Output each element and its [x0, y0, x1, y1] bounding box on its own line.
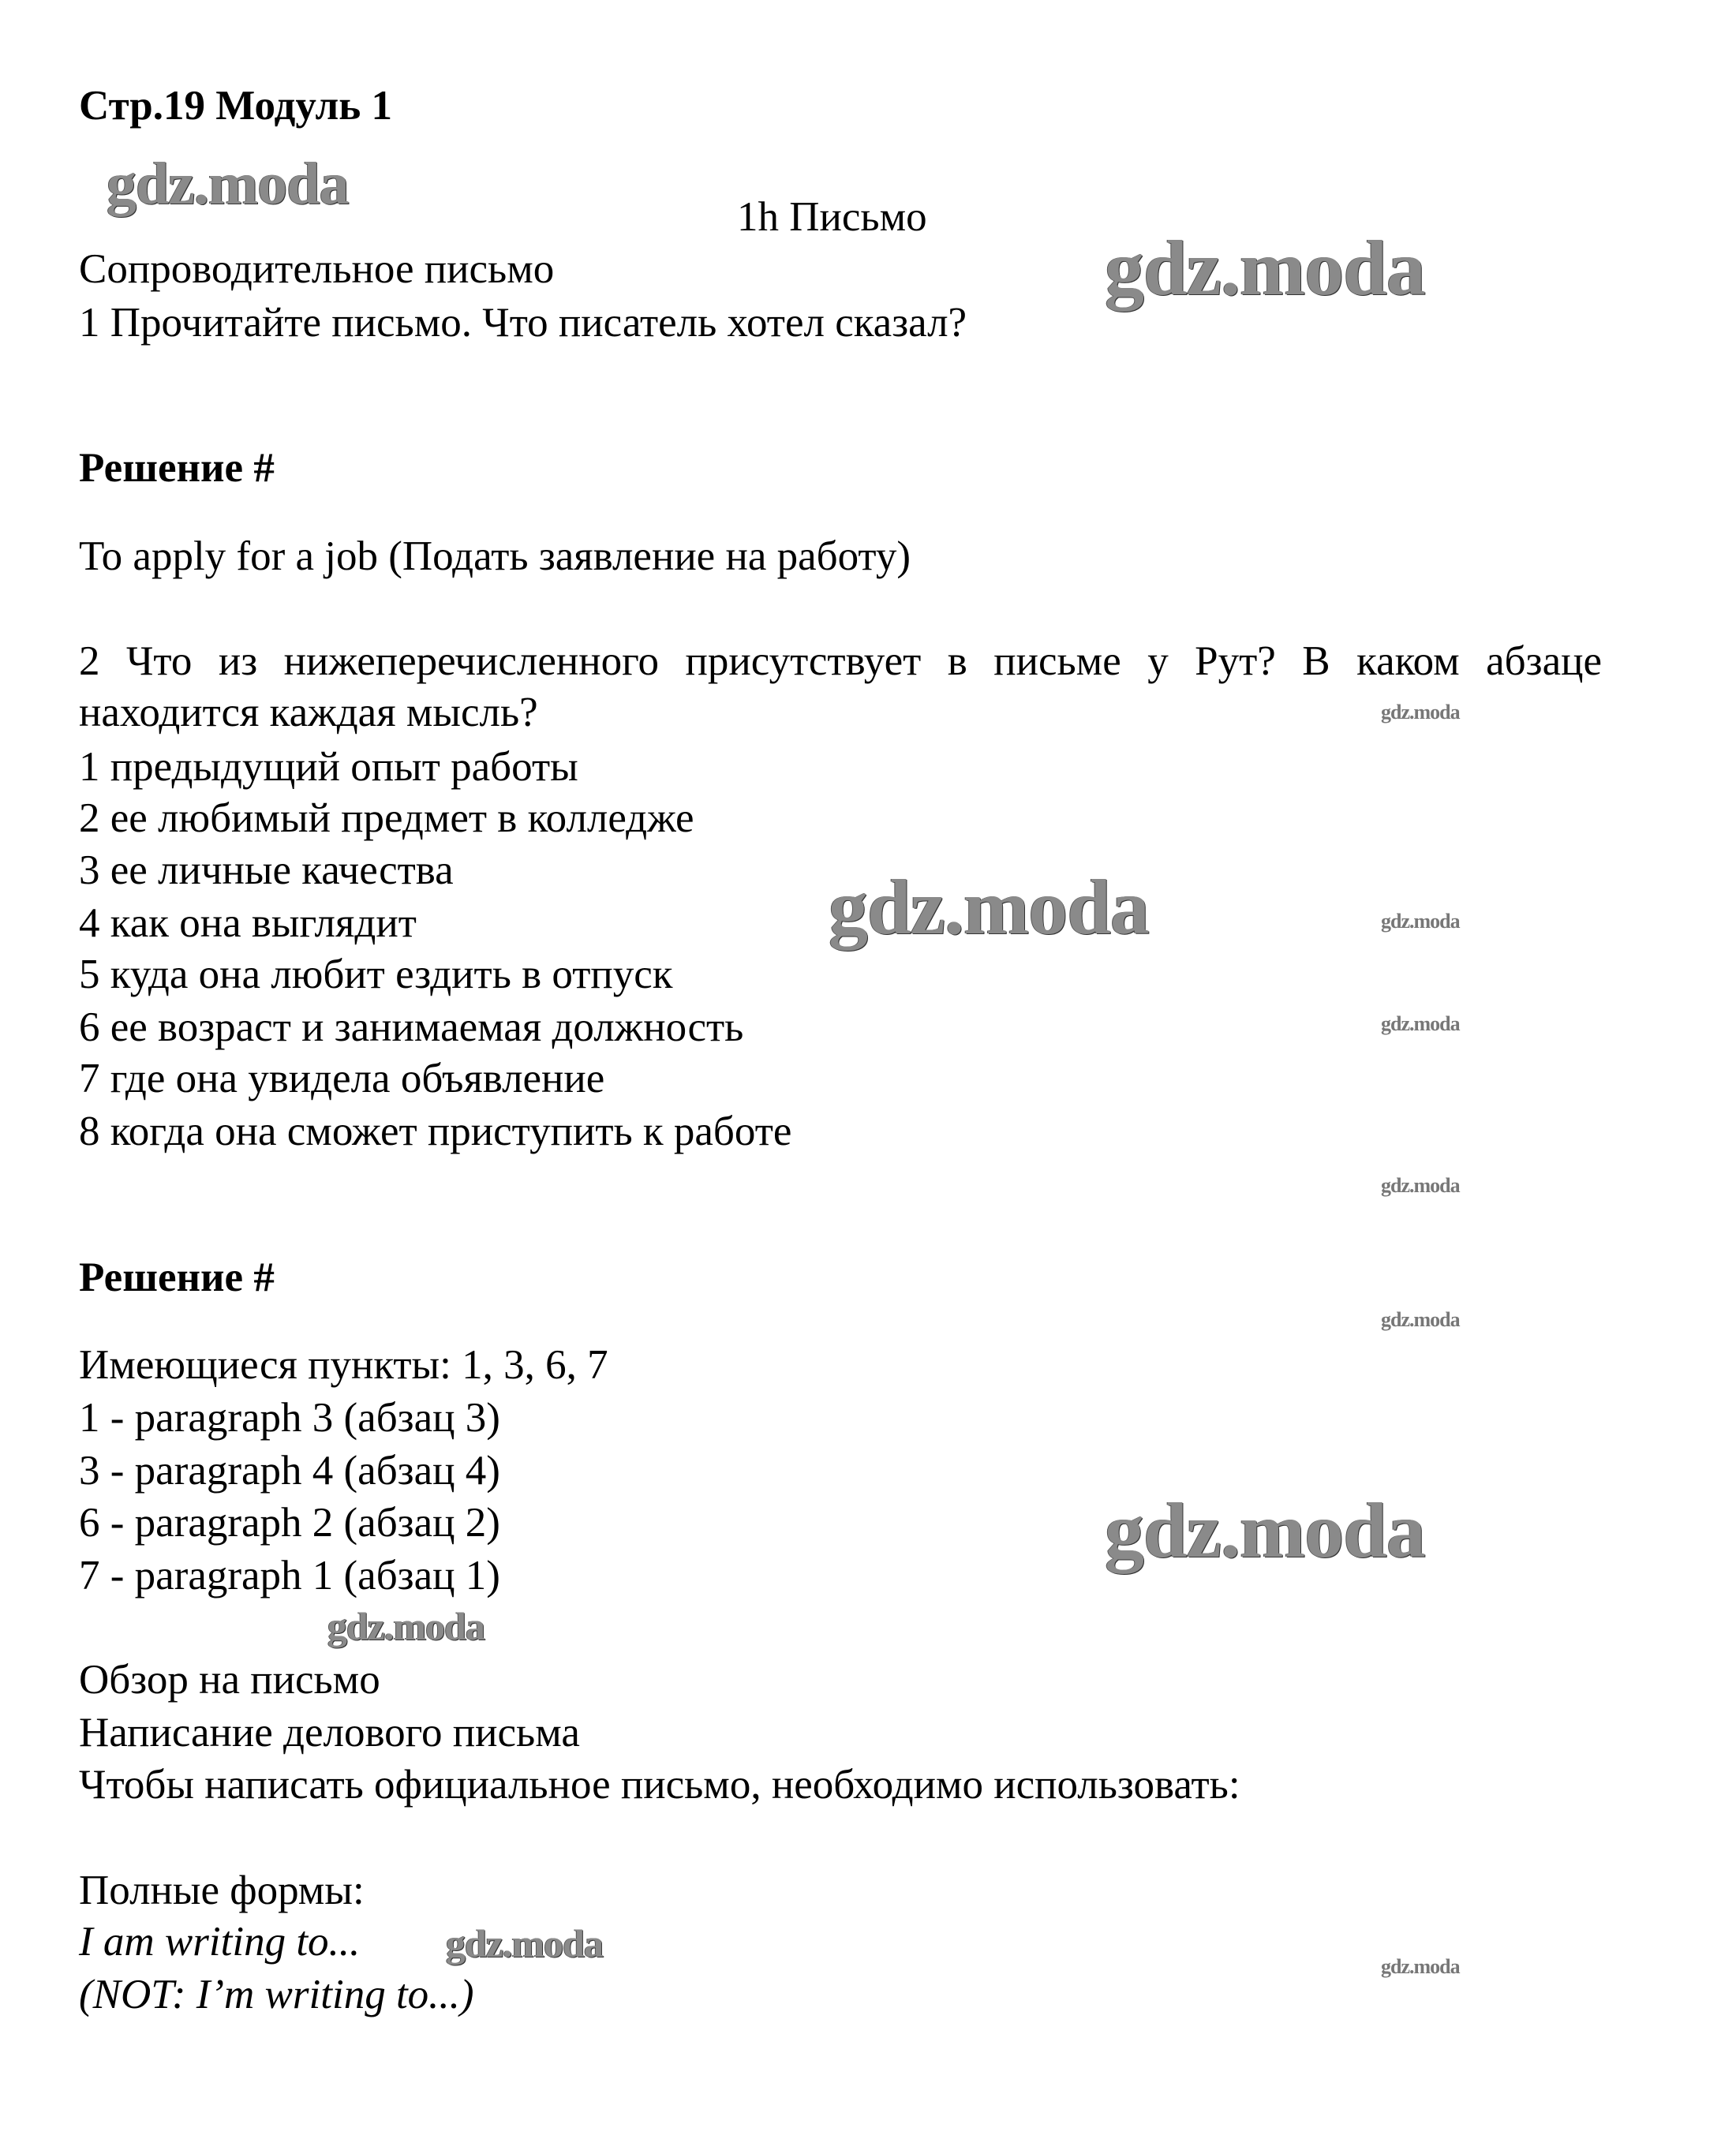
- list-item: 8 когда она сможет приступить к работе: [79, 1109, 792, 1154]
- watermark: gdz.moda: [1381, 1308, 1460, 1331]
- review-line: Написание делового письма: [79, 1710, 580, 1756]
- watermark: gdz.moda: [1381, 701, 1460, 724]
- list-item: 5 куда она любит ездить в отпуск: [79, 952, 673, 997]
- watermark: gdz.moda: [107, 151, 349, 217]
- task2-question-line1: 2 Что из нижеперечисленного присутствует в письме у Рут? В каком абзаце: [79, 638, 1602, 684]
- task1-subtitle: Сопроводительное письмо: [79, 246, 555, 292]
- example-text: I am writing to...: [79, 1919, 361, 1965]
- answer-line: Имеющиеся пункты: 1, 3, 6, 7: [79, 1342, 608, 1388]
- page-title: Стр.19 Модуль 1: [79, 83, 393, 129]
- review-line: Чтобы написать официальное письмо, необходимо использовать:: [79, 1762, 1240, 1808]
- answer-line: 1 - paragraph 3 (абзац 3): [79, 1395, 500, 1441]
- task2-question-line2: находится каждая мысль?: [79, 690, 538, 735]
- full-forms-label: Полные формы:: [79, 1868, 365, 1913]
- watermark: gdz.moda: [1381, 1955, 1460, 1978]
- watermark: gdz.moda: [1381, 1012, 1460, 1035]
- watermark: gdz.moda: [1381, 1174, 1460, 1197]
- list-item: 3 ее личные качества: [79, 847, 454, 893]
- list-item: 6 ее возраст и занимаемая должность: [79, 1004, 744, 1050]
- review-line: Обзор на письмо: [79, 1657, 380, 1703]
- counter-example-text: (NOT: I’m writing to...): [79, 1972, 474, 2017]
- task1-answer: To apply for a job (Подать заявление на работу): [79, 533, 911, 579]
- watermark: gdz.moda: [1105, 1486, 1425, 1574]
- section-title: 1h Письмо: [737, 194, 927, 240]
- list-item: 7 где она увидела объявление: [79, 1056, 605, 1101]
- list-item: 4 как она выглядит: [79, 900, 417, 946]
- watermark: gdz.moda: [1381, 910, 1460, 933]
- list-item: 2 ее любимый предмет в колледже: [79, 795, 694, 841]
- answer-line: 6 - paragraph 2 (абзац 2): [79, 1500, 500, 1546]
- solution-heading-1: Решение #: [79, 445, 275, 491]
- task1-question: 1 Прочитайте письмо. Что писатель хотел сказал?: [79, 300, 967, 346]
- answer-line: 3 - paragraph 4 (абзац 4): [79, 1448, 500, 1494]
- answer-line: 7 - paragraph 1 (абзац 1): [79, 1553, 500, 1598]
- watermark: gdz.moda: [1105, 224, 1425, 312]
- list-item: 1 предыдущий опыт работы: [79, 744, 578, 790]
- watermark: gdz.moda: [829, 863, 1149, 951]
- watermark: gdz.moda: [446, 1921, 603, 1965]
- solution-heading-2: Решение #: [79, 1254, 275, 1300]
- watermark: gdz.moda: [327, 1604, 485, 1648]
